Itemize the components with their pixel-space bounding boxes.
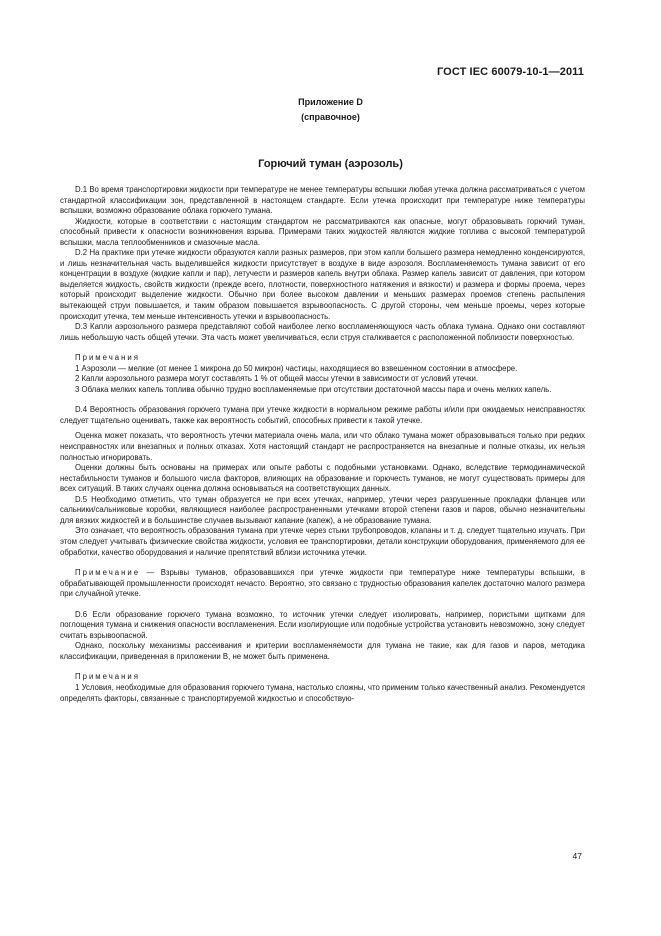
paragraph-d1-continued: Жидкости, которые в соответствии с настоящим стандартом не рассматриваются как опасные, могут образовывать горючий туман, способный привести к опасности возникновения взрыва. Примерами таких жидкостей являются жидкие топлива с высокой температурой вспышки, масла теплообменников и смазочные масла. bbox=[60, 216, 585, 247]
note-item: 1 Условия, необходимые для образования горючего тумана, настолько сложны, что применим только качественный анализ. Рекомендуется определять факторы, связанные с транспортируемой жидкостью и способствую- bbox=[60, 682, 585, 703]
page-number: 47 bbox=[572, 851, 582, 861]
note-item: 2 Капли аэрозольного размера могут составлять 1 % от общей массы утечки в зависимости от условий утечки. bbox=[75, 374, 479, 384]
appendix-type: (справочное) bbox=[301, 112, 360, 122]
paragraph-d6: D.6 Если образование горючего тумана возможно, то источник утечки следует изолировать, например, пористыми щитками для поглощения тумана и снижения опасности воспламенения. Если изолирующие или подобные устройства установить невозможно, зону следует считать взрывоопасной. bbox=[60, 609, 585, 640]
notes-heading: Примечания bbox=[75, 353, 141, 363]
paragraph-d2: D.2 На практике при утечке жидкости образуются капли разных размеров, при этом капли большего размера немедленно конденсируются, и лишь незначительная часть выделившейся жидкости присутствует в воздухе в виде аэрозоля. Воспламеняемость тумана зависит от его концентрации в воздухе (жидкие капли и пар), летучести и размеров капель внутри облака. Размер капель зависит от давления, при котором выделяется жидкость, свойств жидкости (прежде всего, плотности, поверхностного натяжения и вязкости) и размера и формы проема, через который происходит выделение жидкости. Обычно при более высоком давлении и меньших размерах проемов степень распыления вытекающей струи повышается, и таким образом повышается взрывоопасность. С другой стороны, чем меньше проемы, через которые происходит утечка, тем меньше интенсивность утечки и взрывоопасность. bbox=[60, 248, 585, 321]
notes-heading: Примечания bbox=[75, 672, 141, 682]
document-body bbox=[60, 185, 585, 704]
appendix-heading bbox=[0, 95, 661, 125]
paragraph-d1: D.1 Во время транспортировки жидкости при температуре не менее температуры вспышки любая утечка должна рассматриваться с учетом стандартной классификации зон, представленной в настоящем стандарте. Если утечка происходит при температуре ниже температуры вспышки, возможно образование облака горючего тумана. bbox=[60, 185, 585, 216]
paragraph-d4-assessment: Оценка может показать, что вероятность утечки материала очень мала, или что облако тумана может образовываться только при редких неисправностях или внезапных и полных отказах. Хотя настоящий стандарт не распространяется на внезапные и полные отказы, их нельзя полностью игнорировать. bbox=[60, 431, 585, 462]
appendix-label: Приложение D bbox=[298, 97, 363, 107]
paragraph-d3: D.3 Капли аэрозольного размера представляют собой наиболее легко воспламеняющуюся часть облака тумана. Однако они составляют лишь небольшую часть общей утечки. Эта часть может увеличиваться, если струя сталкивается с расположенной поблизости поверхностью. bbox=[60, 322, 585, 342]
note-block bbox=[60, 568, 585, 600]
paragraph-d4: D.4 Вероятность образования горючего тумана при утечке жидкости в нормальном режиме работы и/или при ожидаемых неисправностях следует тщательно оценивать, также как вероятность событий, способных привести к такой утечке. bbox=[60, 405, 585, 425]
note-item: 1 Аэрозоли — мелкие (от менее 1 микрона до 50 микрон) частицы, находящиеся во взвешенном состоянии в атмосфере. bbox=[75, 363, 518, 373]
paragraph-d5: D.5 Необходимо отметить, что туман образуется не при всех утечках, например, утечки через разрушенные прокладки фланцев или сальники/сальниковые коробки, являющиеся наиболее распространенными утечками второй степени газов и паров, обычно незначительны для вязких жидкостей и в большинстве случаев вызывают капание (капеж), а не образование тумана. bbox=[60, 494, 585, 525]
note-item: 3 Облака мелких капель топлива обычно трудно воспламеняемые при отсутствии достаточной массы пара и очень мелких капель. bbox=[75, 384, 552, 394]
page-title: Горючий туман (аэрозоль) bbox=[258, 158, 403, 170]
paragraph-d6-continued: Однако, поскольку механизмы рассеивания и критерии воспламеняемости для тумана не такие, как для газов и паров, методика классификации, приведенная в приложении В, не может быть применена. bbox=[60, 641, 585, 661]
paragraph-d4-examples: Оценки должны быть основаны на примерах или опыте работы с подобными установками. Однако, вследствие термодинамической нестабильности туманов и большого числа факторов, влияющих на образование и горючесть туманов, не могут существовать примеры для всех ситуаций. В таких случаях оценка должна основываться на соответствующих данных. bbox=[60, 463, 585, 494]
note-text: — Взрывы туманов, образовавшихся при утечке жидкости при температуре ниже температуры вспышки, в обрабатывающей промышленности происходят нечасто. Вероятно, это связано с трудностью образования капелек достаточно малого размера при случайной утечке. bbox=[60, 568, 585, 599]
standard-designation: ГОСТ IEC 60079-10-1—2011 bbox=[436, 66, 584, 78]
note-heading: Примечание bbox=[75, 568, 141, 578]
paragraph-d5-continued: Это означает, что вероятность образования тумана при утечке через стыки трубопроводов, клапаны и т. д. следует тщательно изучать. При этом следует учитывать физические свойства жидкости, условия ее транспортировки, детали конструкции оборудования, применяемого для ее обработки, качество оборудования и наличие препятствий вблизи источника утечки. bbox=[60, 526, 585, 557]
